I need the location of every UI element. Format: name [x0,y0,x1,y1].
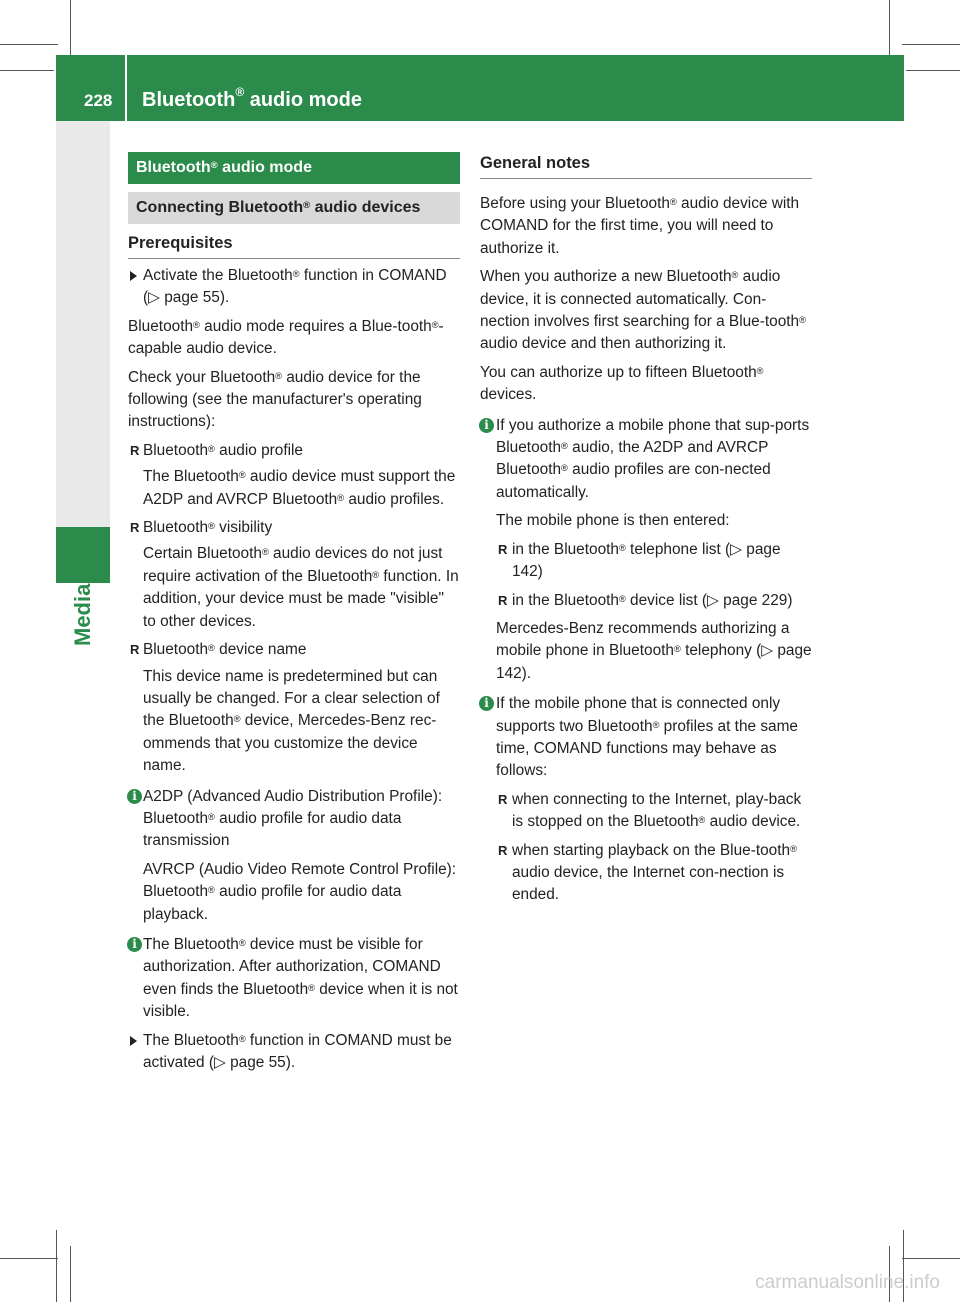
instruction-step: The Bluetooth® function in COMAND must be activated (▷ page 55). [128,1030,460,1075]
crop-mark [902,1258,960,1259]
paragraph: Bluetooth® audio mode requires a Blue-tooth®-capable audio device. [128,317,444,358]
list-item: R in the Bluetooth® device list (▷ page 229) [480,590,812,612]
crop-mark [56,1230,57,1302]
page-title-suffix: audio mode [244,89,362,111]
paragraph: You can authorize up to fifteen Bluetooth® devices. [480,363,764,404]
crop-mark [0,1258,58,1259]
section-tab-label: Media [70,583,95,646]
list-item: R when starting playback on the Blue-tooth® audio device, the Internet con-nection is ended. [480,840,812,907]
list-item: R in the Bluetooth® telephone list (▷ page 142) [480,539,812,584]
list-item: R Bluetooth® device name [128,639,460,661]
section-heading: Bluetooth® audio mode [128,152,460,184]
info-icon: i [127,937,142,952]
list-item-text: Certain Bluetooth® audio devices do not just require activation of the Bluetooth® function. In addition, your device must be made "visible" to other devices. [143,545,459,630]
info-text: AVRCP (Audio Video Remote Control Profile): Bluetooth® audio profile for audio data playback. [143,860,457,923]
general-notes-heading: General notes [480,152,812,179]
reg-mark: ® [235,85,245,99]
list-item-text: This device name is predetermined but can usually be changed. For a clear selection of the Bluetooth® device, Mercedes-Benz rec-ommends that you customize the device name. [143,667,440,775]
list-item: R Bluetooth® audio profile [128,440,460,462]
info-icon: i [479,696,494,711]
page-header [56,55,904,121]
info-note [480,693,812,783]
info-icon: i [127,789,142,804]
info-text: If the mobile phone that is connected only supports two Bluetooth® profiles at the same time, COMAND functions may behave as follows: [496,695,798,780]
list-item: R Bluetooth® visibility [128,517,460,539]
right-column [480,152,812,907]
crop-mark [0,44,58,45]
info-note [128,934,460,1024]
info-text: A2DP (Advanced Audio Distribution Profile): Bluetooth® audio profile for audio data transmission [143,787,443,850]
list-item: R when connecting to the Internet, play-back is stopped on the Bluetooth® audio device. [480,789,812,834]
page-number: 228 [84,91,113,110]
section-tab-marker [56,527,110,583]
info-text: The mobile phone is then entered: [496,512,730,530]
watermark: carmanualsonline.info [755,1272,940,1293]
left-column [128,152,460,1074]
paragraph: Before using your Bluetooth® audio device with COMAND for the first time, you will need to authorize it. [480,195,800,257]
info-text: If you authorize a mobile phone that sup-ports Bluetooth® audio, the A2DP and AVRCP Bluetooth® audio profiles are con-nected automatically. [496,416,810,501]
subsection-heading: Connecting Bluetooth® audio devices [128,192,460,224]
crop-mark [70,0,71,58]
crop-mark [902,44,960,45]
page-title [142,85,362,112]
prerequisites-heading: Prerequisites [128,232,460,259]
info-note [480,415,812,533]
info-note [128,786,460,926]
crop-mark [906,70,960,71]
info-text: Mercedes-Benz recommends authorizing a mobile phone in Bluetooth® telephony (▷ page 142). [496,619,812,682]
section-tab [56,121,110,646]
crop-mark [889,0,890,58]
info-icon: i [479,418,494,433]
list-item-text: The Bluetooth® audio device must support the A2DP and AVRCP Bluetooth® audio profiles. [143,468,456,508]
info-text: The Bluetooth® device must be visible for authorization. After authorization, COMAND even finds the Bluetooth® device when it is not visible. [143,935,458,1021]
instruction-step: Activate the Bluetooth® function in COMAND (▷ page 55). [128,265,460,310]
paragraph: Check your Bluetooth® audio device for the following (see the manufacturer's operating instructions): [128,368,422,431]
crop-mark [0,70,54,71]
header-divider [125,55,127,121]
crop-mark [70,1246,71,1302]
paragraph: When you authorize a new Bluetooth® audio device, it is connected automatically. Con-nection involves first searching for a Blue-tooth® audio device and then authorizing it. [480,268,806,353]
page-title-main: Bluetooth [142,89,236,111]
